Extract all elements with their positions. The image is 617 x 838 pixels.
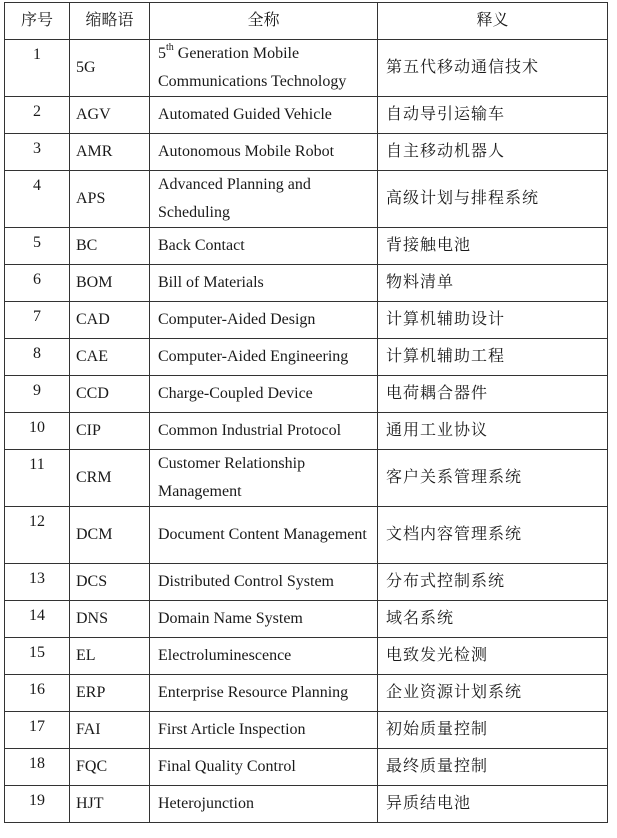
table-row xyxy=(5,450,608,507)
row-description: 计算机辅助工程 xyxy=(378,339,608,376)
row-abbreviation: ERP xyxy=(70,675,150,712)
row-full-name: Computer-Aided Design xyxy=(150,302,378,339)
row-abbreviation: EL xyxy=(70,638,150,675)
row-number: 12 xyxy=(5,507,70,564)
row-full-name: Automated Guided Vehicle xyxy=(150,97,378,134)
row-description: 分布式控制系统 xyxy=(378,564,608,601)
table-row xyxy=(5,97,608,134)
row-number: 17 xyxy=(5,712,70,749)
row-abbreviation: DCM xyxy=(70,507,150,564)
row-abbreviation: CRM xyxy=(70,450,150,507)
row-description: 计算机辅助设计 xyxy=(378,302,608,339)
row-abbreviation: AGV xyxy=(70,97,150,134)
row-abbreviation: CAE xyxy=(70,339,150,376)
table-row xyxy=(5,171,608,228)
header-full: 全称 xyxy=(150,3,378,40)
row-abbreviation: CIP xyxy=(70,413,150,450)
row-number: 10 xyxy=(5,413,70,450)
row-number: 14 xyxy=(5,601,70,638)
table-row xyxy=(5,265,608,302)
row-abbreviation: DNS xyxy=(70,601,150,638)
table-row xyxy=(5,134,608,171)
header-no: 序号 xyxy=(5,3,70,40)
row-number: 2 xyxy=(5,97,70,134)
row-full-name: Heterojunction xyxy=(150,786,378,823)
full-name-superscript: th xyxy=(166,41,174,53)
table-header-row xyxy=(5,3,608,40)
row-description: 自主移动机器人 xyxy=(378,134,608,171)
table-body xyxy=(5,40,608,823)
row-abbreviation: DCS xyxy=(70,564,150,601)
row-number: 15 xyxy=(5,638,70,675)
row-description: 高级计划与排程系统 xyxy=(378,171,608,228)
row-number: 13 xyxy=(5,564,70,601)
row-full-name xyxy=(150,40,378,97)
row-description: 客户关系管理系统 xyxy=(378,450,608,507)
row-description: 自动导引运输车 xyxy=(378,97,608,134)
abbreviation-table xyxy=(4,2,608,823)
header-abbr: 缩略语 xyxy=(70,3,150,40)
row-number: 8 xyxy=(5,339,70,376)
row-description: 电致发光检测 xyxy=(378,638,608,675)
row-description: 电荷耦合器件 xyxy=(378,376,608,413)
row-full-name: Distributed Control System xyxy=(150,564,378,601)
table-row xyxy=(5,507,608,564)
row-full-name: First Article Inspection xyxy=(150,712,378,749)
table-row xyxy=(5,228,608,265)
row-full-name: Electroluminescence xyxy=(150,638,378,675)
row-full-name: Autonomous Mobile Robot xyxy=(150,134,378,171)
row-full-name: Enterprise Resource Planning xyxy=(150,675,378,712)
row-number: 11 xyxy=(5,450,70,507)
full-name-rest: Generation Mobile Communications Technology xyxy=(158,45,347,90)
header-desc: 释义 xyxy=(378,3,608,40)
row-number: 1 xyxy=(5,40,70,97)
row-number: 16 xyxy=(5,675,70,712)
table-row xyxy=(5,601,608,638)
row-number: 7 xyxy=(5,302,70,339)
row-description: 域名系统 xyxy=(378,601,608,638)
table-row xyxy=(5,712,608,749)
row-abbreviation: BC xyxy=(70,228,150,265)
row-description: 通用工业协议 xyxy=(378,413,608,450)
row-full-name: Advanced Planning and Scheduling xyxy=(150,171,378,228)
table-row xyxy=(5,413,608,450)
row-full-name: Charge-Coupled Device xyxy=(150,376,378,413)
row-number: 9 xyxy=(5,376,70,413)
row-abbreviation: HJT xyxy=(70,786,150,823)
row-full-name: Back Contact xyxy=(150,228,378,265)
row-full-name: Common Industrial Protocol xyxy=(150,413,378,450)
row-abbreviation: CAD xyxy=(70,302,150,339)
table-row xyxy=(5,564,608,601)
row-full-name: Final Quality Control xyxy=(150,749,378,786)
row-number: 3 xyxy=(5,134,70,171)
table-row xyxy=(5,675,608,712)
row-full-name: Bill of Materials xyxy=(150,265,378,302)
row-full-name: Computer-Aided Engineering xyxy=(150,339,378,376)
table-row xyxy=(5,376,608,413)
row-abbreviation: CCD xyxy=(70,376,150,413)
row-description: 异质结电池 xyxy=(378,786,608,823)
row-number: 5 xyxy=(5,228,70,265)
row-abbreviation: AMR xyxy=(70,134,150,171)
row-number: 4 xyxy=(5,171,70,228)
row-description: 最终质量控制 xyxy=(378,749,608,786)
full-name-ordinal: 5 xyxy=(158,45,166,62)
row-description: 企业资源计划系统 xyxy=(378,675,608,712)
table-row xyxy=(5,786,608,823)
row-description: 文档内容管理系统 xyxy=(378,507,608,564)
row-number: 19 xyxy=(5,786,70,823)
row-full-name: Customer Relationship Management xyxy=(150,450,378,507)
row-abbreviation: BOM xyxy=(70,265,150,302)
row-abbreviation: FQC xyxy=(70,749,150,786)
row-description: 背接触电池 xyxy=(378,228,608,265)
row-description: 初始质量控制 xyxy=(378,712,608,749)
table-row xyxy=(5,40,608,97)
row-abbreviation: 5G xyxy=(70,40,150,97)
row-abbreviation: FAI xyxy=(70,712,150,749)
row-abbreviation: APS xyxy=(70,171,150,228)
row-full-name: Domain Name System xyxy=(150,601,378,638)
table-row xyxy=(5,749,608,786)
row-full-name: Document Content Management xyxy=(150,507,378,564)
table-row xyxy=(5,638,608,675)
table-row xyxy=(5,339,608,376)
row-number: 6 xyxy=(5,265,70,302)
row-number: 18 xyxy=(5,749,70,786)
row-description: 物料清单 xyxy=(378,265,608,302)
row-description: 第五代移动通信技术 xyxy=(378,40,608,97)
table-row xyxy=(5,302,608,339)
